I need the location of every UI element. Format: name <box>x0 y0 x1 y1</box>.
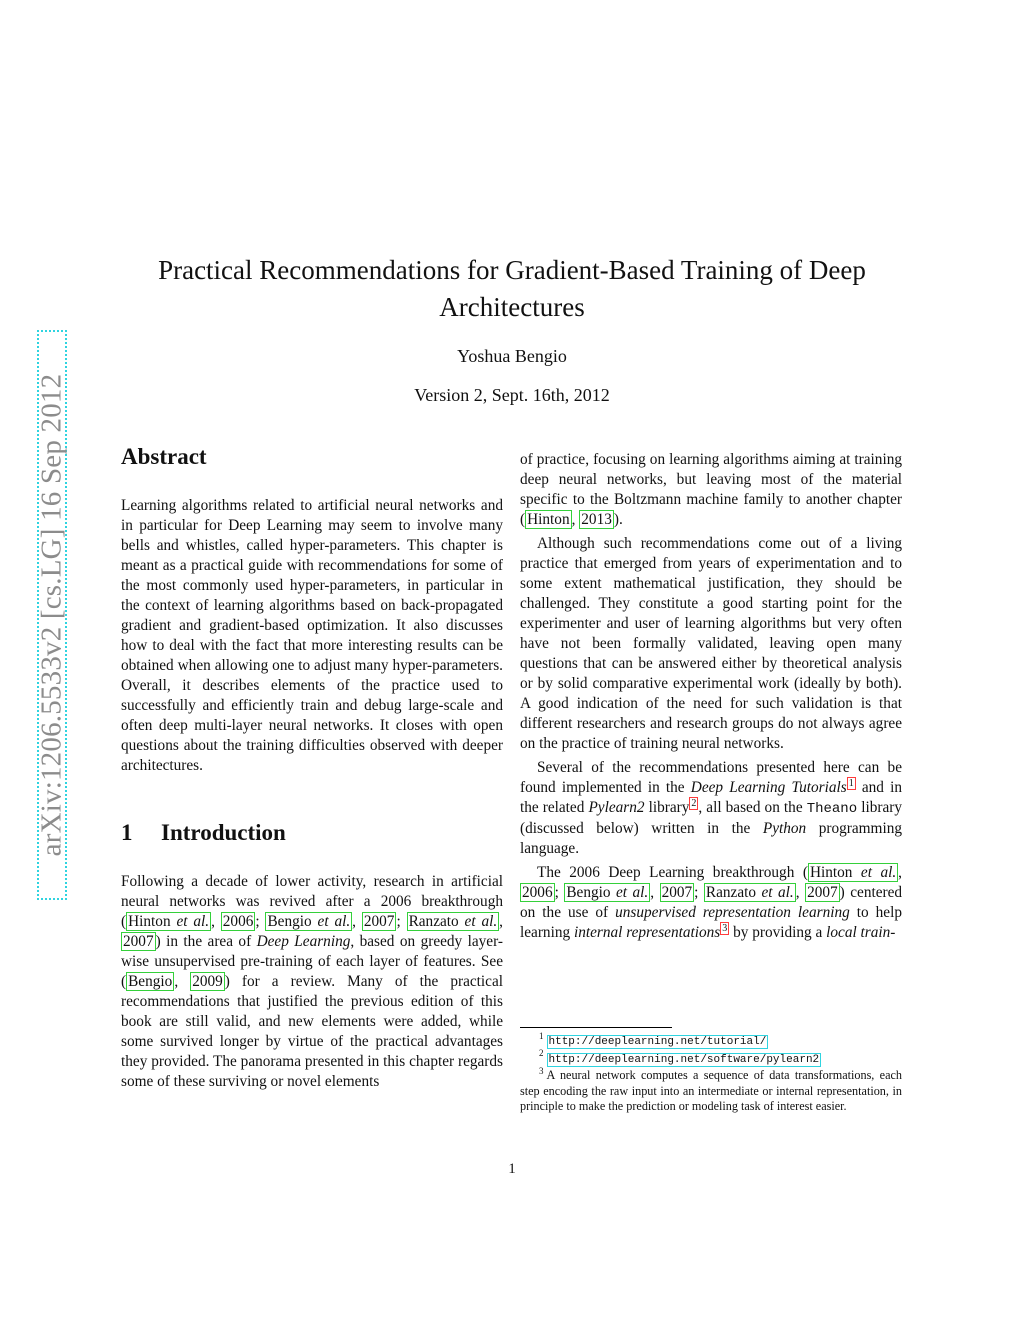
text-run: of practice, focusing on learning algorithms aiming at training deep neural networks, but leaving most of the material specific to the Boltzmann machine family to another chapter ( <box>520 451 902 528</box>
text-run: ) centered on the use of <box>520 884 903 921</box>
footnote-ref-1[interactable]: 1 <box>848 777 854 789</box>
citation-link[interactable]: Bengio <box>128 973 173 990</box>
footnote-url-link[interactable]: http://deeplearning.net/software/pylearn2 <box>548 1053 820 1066</box>
author: Yoshua Bengio <box>457 346 567 366</box>
citation-year-link[interactable]: 2009 <box>192 973 223 990</box>
code-text: Theano <box>806 801 858 817</box>
emphasis: internal representations <box>573 924 721 941</box>
paragraph: The 2006 Deep Learning breakthrough ( Hinton et al. , 2006 ; Bengio et al. , 2007 ; Ranzato et al. , 2007 ) centered on the use of unsupervised representation learning to help learning internal representations $^3$ by providing a local train- <box>520 864 903 941</box>
citation-link[interactable]: Hinton et al. <box>809 864 897 881</box>
citation-link[interactable]: Bengio et al. <box>267 913 351 930</box>
emphasis: Pylearn2 <box>588 799 645 816</box>
arxiv-stamp[interactable] <box>10 330 94 900</box>
footnote-rule <box>520 1027 672 1028</box>
footnote-text: A neural network computes a sequence of data transformations, each step encoding the raw input into an intermediate or internal representation, in principle to make the prediction or modeling task of interest easier. <box>520 1068 902 1113</box>
footnote-3 <box>520 1065 902 1115</box>
text-run: to help learning <box>520 904 902 941</box>
paragraph: Although such recommendations come out of a living practice that emerged from years of experimentation and to some extent mathematical justification, they should be challenged. They constitute a good starting point for the experimenter and user of learning algorithms but very often have not been formally validated, leaving open many questions that can be answered either by theoretical analysis or by solid comparative experimental work (ideally by both). A good indication of the need for such validation is that different researchers and research groups do not always agree on the practice of training neural networks. <box>520 535 902 752</box>
text-run: Following a decade of lower activity, research in artificial neural networks was revived after a 2006 breakthrough ( <box>121 873 503 930</box>
footnote-1 <box>520 1030 902 1051</box>
citation-year-link[interactable]: 2007 <box>661 884 693 901</box>
text-run: and in the related <box>520 779 903 816</box>
emphasis: Deep Learning Tutorials <box>690 779 847 796</box>
text-run: library <box>644 799 690 816</box>
left-column <box>121 440 503 1092</box>
footnote-url-link[interactable]: http://deeplearning.net/tutorial/ <box>548 1036 767 1048</box>
text-run: by providing a <box>729 924 827 941</box>
citation-link[interactable]: Hinton et al. <box>128 913 210 930</box>
footnote-ref-3[interactable]: 3 <box>722 922 728 934</box>
footnote-number: 1 <box>539 1030 544 1041</box>
citation-link[interactable]: Ranzato et al. <box>705 884 794 901</box>
citation-year-link[interactable]: 2006 <box>222 913 254 930</box>
emphasis: Deep Learning <box>256 933 351 950</box>
footnote-number: 2 <box>539 1048 544 1059</box>
text-run: ) for a review. Many of the practical recommendations that justified the previous edition of this book are still valid, and new elements were added, while some survived longer by virtue of the practical advantages they provided. The panorama presented in this chapter regards some of these surviving or novel elements <box>121 973 503 1090</box>
citation-year-link[interactable]: 2007 <box>807 884 838 901</box>
text-run: ) in the area of <box>155 933 257 950</box>
emphasis: local train- <box>826 924 896 941</box>
text-run: The 2006 Deep Learning breakthrough ( <box>537 864 808 881</box>
citation-link[interactable]: Ranzato et al. <box>408 913 498 930</box>
emphasis: Python <box>762 820 807 837</box>
abstract-heading: Abstract <box>121 444 207 469</box>
paragraph: of practice, focusing on learning algorithms aiming at training deep neural networks, but leaving most of the material specific to the Boltzmann machine family to another chapter ( Hinton , 2013 ). <box>520 451 902 528</box>
text-run: , all based on the <box>698 799 807 816</box>
version-line: Version 2, Sept. 16th, 2012 <box>414 385 610 405</box>
citation-year-link[interactable]: 2013 <box>581 511 612 528</box>
citation-year-link[interactable]: 2007 <box>123 933 154 950</box>
text-run: library (discussed below) written in the <box>520 799 902 837</box>
footnotes <box>520 1030 902 1115</box>
citation-link[interactable]: Bengio et al. <box>566 884 649 901</box>
citation-link[interactable]: Hinton <box>527 511 570 528</box>
right-column <box>520 450 902 943</box>
section-title: Introduction <box>161 820 286 845</box>
emphasis: unsupervised representation learning <box>615 904 850 921</box>
footnote-ref-2[interactable]: 2 <box>691 797 697 809</box>
paragraph <box>520 758 902 859</box>
section-number: 1 <box>121 820 133 845</box>
citation-year-link[interactable]: 2007 <box>363 913 395 930</box>
text-run: , based on greedy layer-wise unsupervised pre-training of each layer of features. See ( <box>121 933 503 990</box>
intro-paragraph: Following a decade of lower activity, research in artificial neural networks was revived after a 2006 breakthrough ( Hinton et al. , 2006 ; Bengio et al. , 2007 ; Ranzato et al. , 2007 ) in the area of Deep Learning, based on greedy layer-wise unsupervised pre-training of each layer of features. See ( Bengio , 2009 ) for a review. Many of the practical recommendations that justified the previous edition of this book are still valid, and new elements were added, while some survived longer by virtue of the practical advantages they provided. The panorama presented in this chapter regards some of these surviving or novel elements <box>121 873 503 1090</box>
abstract-text: Learning algorithms related to artificial neural networks and in particular for Deep Learning may seem to involve many bells and whistles, called hyper-parameters. This chapter is meant as a practical guide with recommendations for some of the most commonly used hyper-parameters, in particular in the context of learning algorithms based on back-propagated gradient and gradient-based optimization. It also discusses how to deal with the fact that more interesting results can be obtained when allowing one to adjust many hyper-parameters. Overall, it describes elements of the practice used to successfully and efficiently train and debug large-scale and often deep multi-layer neural networks. It closes with open questions about the training difficulties observed with deeper architectures. <box>121 497 503 774</box>
footnote-2 <box>520 1048 902 1069</box>
arxiv-identifier: arXiv:1206.5533v2 [cs.LG] 16 Sep 2012 <box>35 373 68 857</box>
text-run: ). <box>613 511 623 528</box>
footnote-number: 3 <box>539 1065 544 1076</box>
text-run: Several of the recommendations presented here can be found implemented in the <box>520 759 902 796</box>
citation-year-link[interactable]: 2006 <box>522 884 553 901</box>
section-heading <box>121 816 503 850</box>
paper-title: Practical Recommendations for Gradient-Based Training of Deep Architectures <box>158 255 866 322</box>
text-run: programming language. <box>520 820 902 857</box>
page-number: 1 <box>508 1161 516 1177</box>
